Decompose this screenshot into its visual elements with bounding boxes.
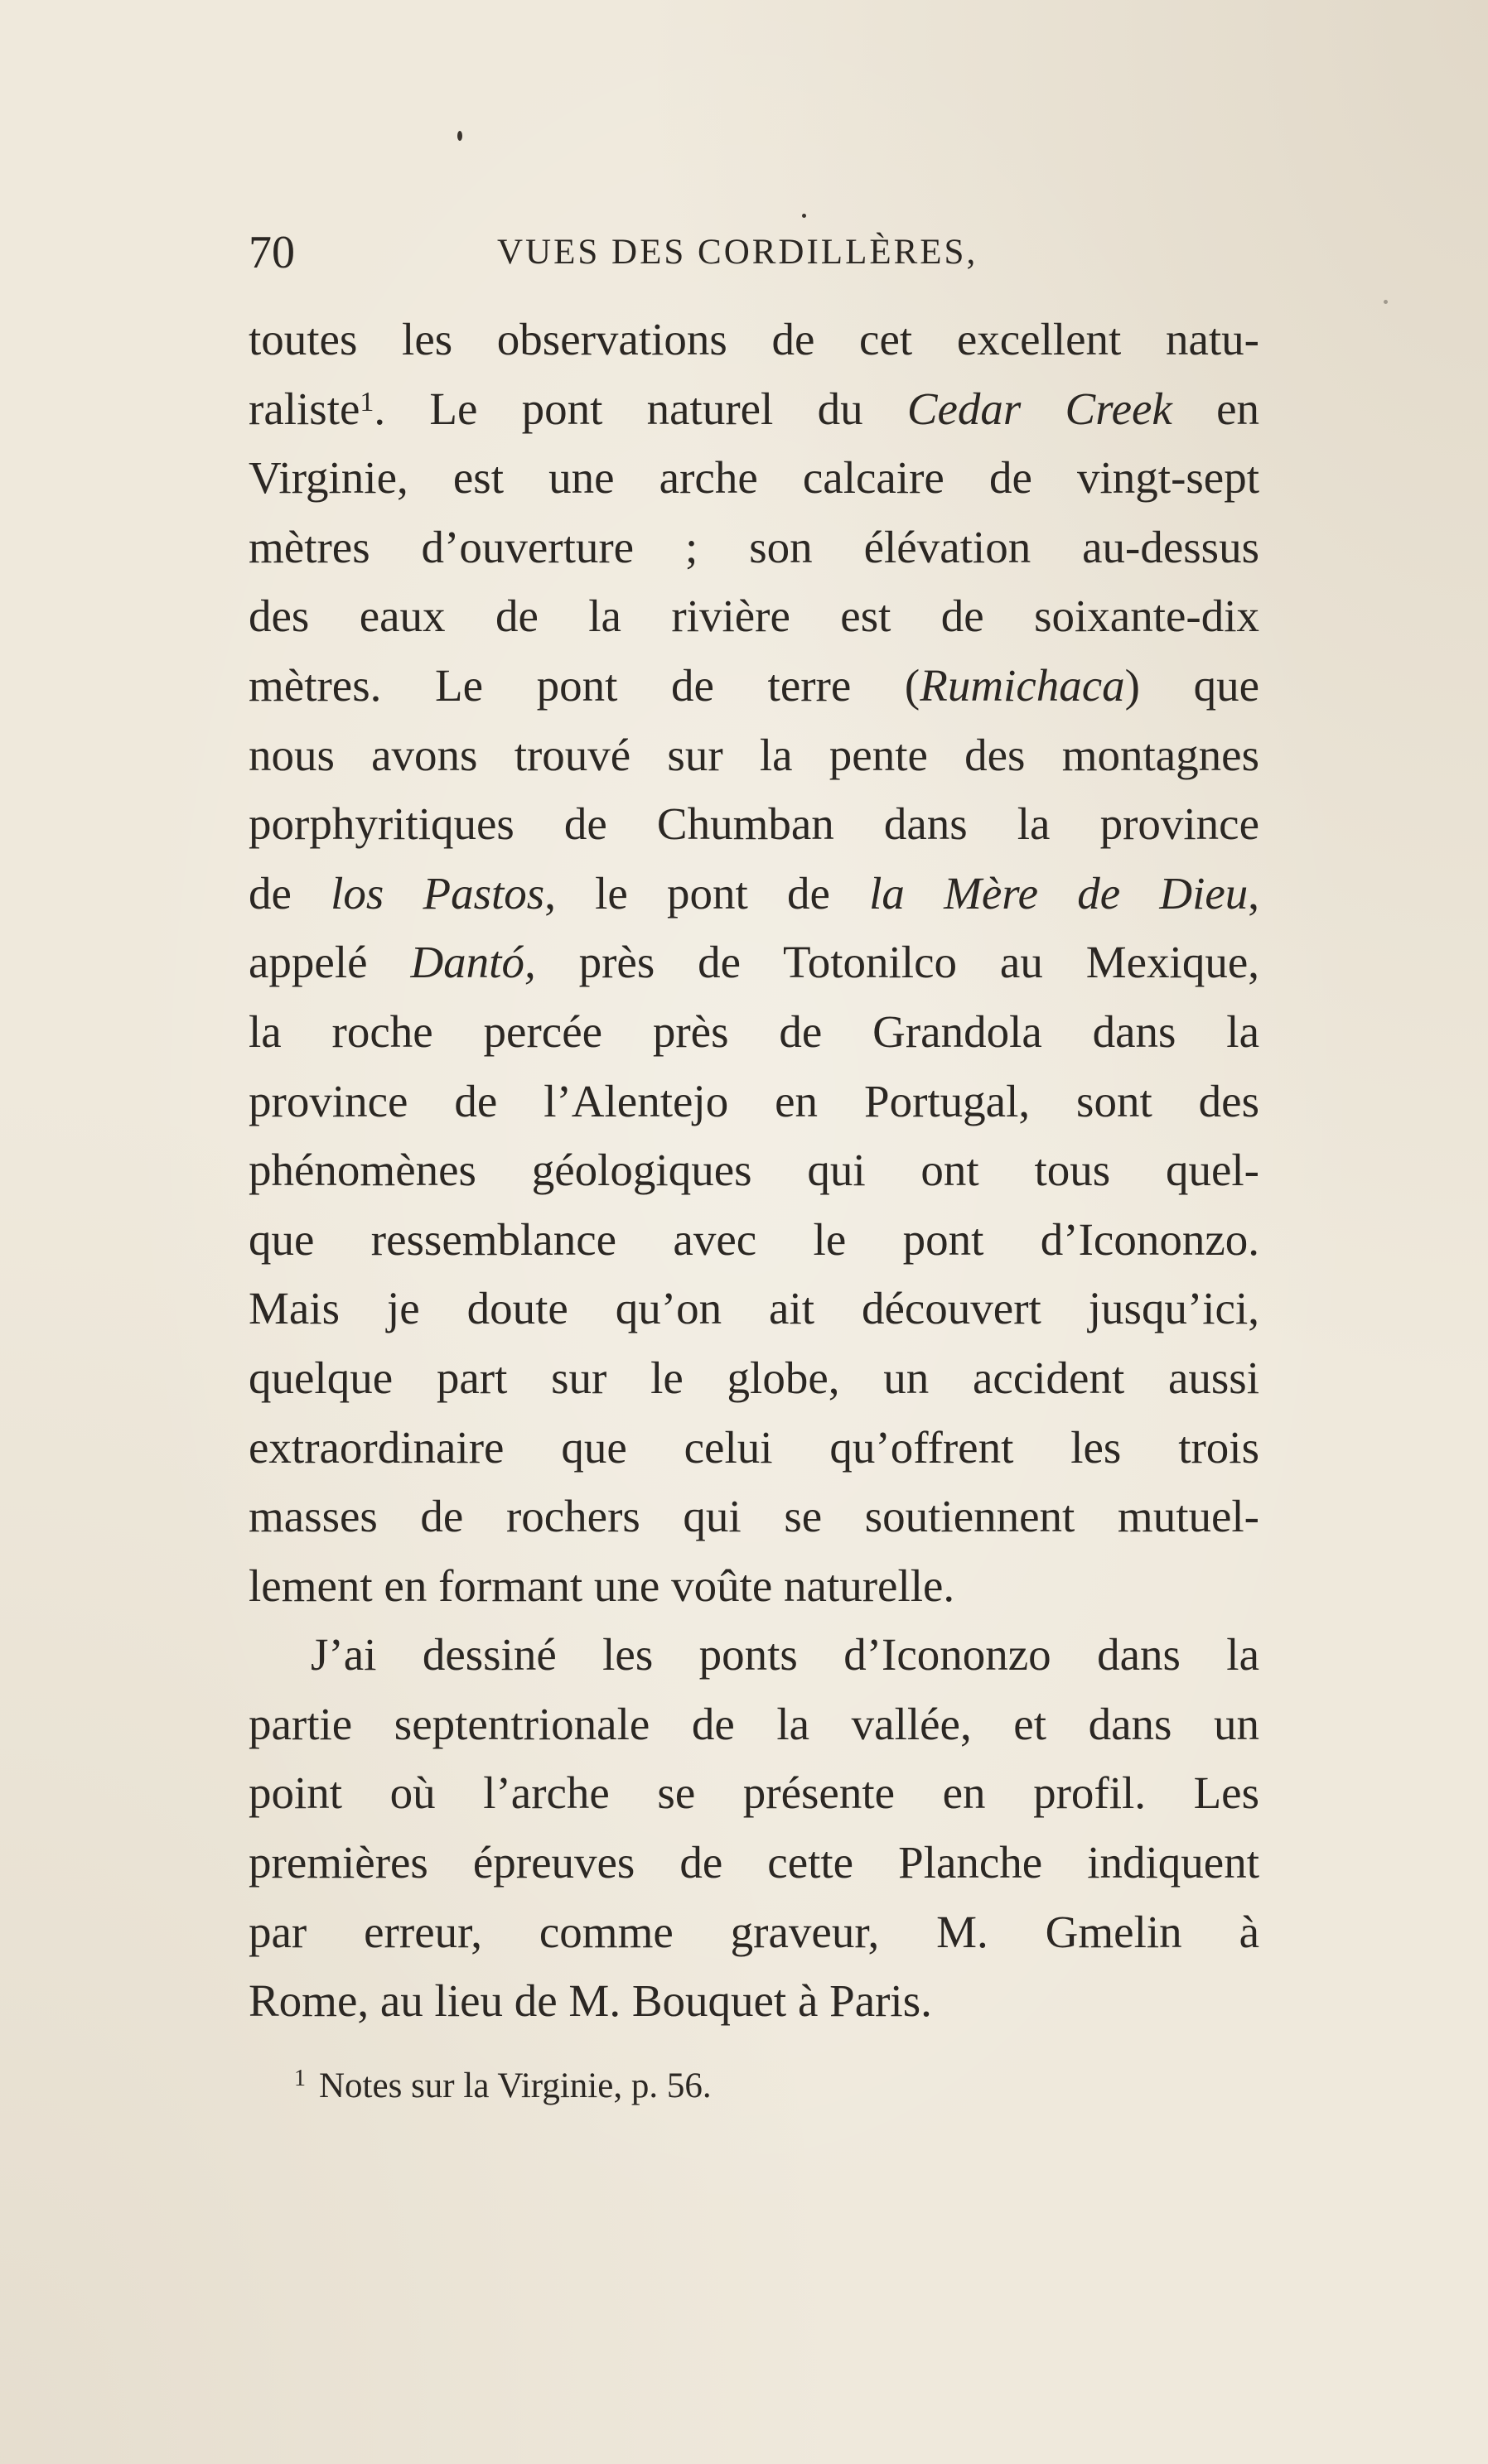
text-line: premières épreuves de cette Planche indiquent (249, 1837, 1259, 1888)
text-line: lement en formant une voûte naturelle. (249, 1560, 955, 1611)
text-line: nous avons trouvé sur la pente des montagnes (249, 729, 1259, 780)
body-text (249, 305, 1259, 2036)
text-line: par erreur, comme graveur, M. Gmelin à (249, 1906, 1259, 1957)
text-line: des eaux de la rivière est de soixante-dix (249, 591, 1259, 642)
page-header (249, 224, 1268, 282)
text-line: mètres. Le pont de terre (Rumichaca) que (249, 659, 1259, 711)
footnote-text: Notes sur la Virginie, p. 56. (319, 2066, 712, 2105)
text-line: Rome, au lieu de M. Bouquet à Paris. (249, 1975, 932, 2027)
text-line: partie septentrionale de la vallée, et dans un (249, 1698, 1259, 1749)
ink-speck (802, 214, 806, 218)
text-line: masses de rochers qui se soutiennent mutuel- (249, 1491, 1259, 1542)
text-line: quelque part sur le globe, un accident aussi (249, 1352, 1259, 1403)
text-line: la roche percée près de Grandola dans la (249, 1005, 1259, 1057)
text-line: phénomènes géologiques qui ont tous quel- (249, 1145, 1259, 1196)
text-line: province de l’Alentejo en Portugal, sont des (249, 1075, 1259, 1126)
text-line: extraordinaire que celui qu’offrent les trois (249, 1421, 1259, 1473)
text-line: appelé Dantó, près de Totonilco au Mexique, (249, 937, 1260, 988)
text-line: de los Pastos, le pont de la Mère de Dieu, (249, 867, 1260, 919)
footnote (294, 2054, 712, 2111)
page-number: 70 (249, 227, 295, 278)
text-line: Virginie, est une arche calcaire de vingt-sept (249, 452, 1259, 504)
text-line: porphyritiques de Chumban dans la province (249, 798, 1259, 850)
text-line: point où l’arche se présente en profil. Les (249, 1767, 1259, 1819)
ink-speck (457, 131, 462, 141)
text-line: raliste$^1$. Le pont naturel du Cedar Creek en (249, 383, 1259, 434)
text-line: J’ai dessiné les ponts d’Icononzo dans la (311, 1629, 1259, 1680)
footnote-mark: 1 (294, 2066, 306, 2091)
running-title: VUES DES CORDILLÈRES, (497, 233, 978, 272)
text-line: Mais je doute qu’on ait découvert jusqu’ici, (249, 1283, 1259, 1334)
text-line: que ressemblance avec le pont d’Icononzo. (249, 1213, 1259, 1265)
footnote-ref: 1 (360, 386, 374, 417)
text-line: mètres d’ouverture ; son élévation au-dessus (249, 521, 1259, 572)
ink-speck (1384, 300, 1388, 304)
text-line: toutes les observations de cet excellent natu- (249, 314, 1259, 364)
